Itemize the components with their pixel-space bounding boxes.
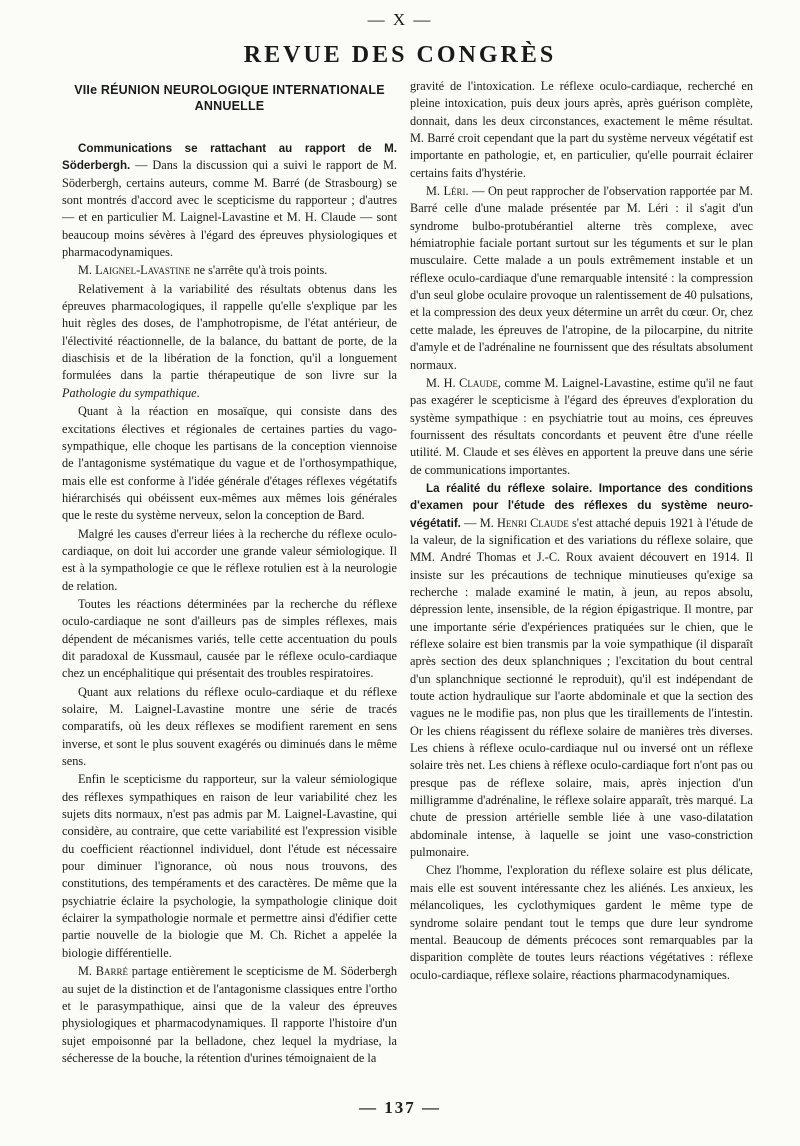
paragraph-text: Relativement à la variabilité des résultats obtenus dans les épreuves pharmacologiques, il rappelle qu'elle s'explique par les huit règles des doses, de l'amphotropisme, de l'état antérieur, de l'électivité réactionnelle, de la balance, du battant de porte, de la diaschisis et de la libération de la fonction, qu'il a longuement formulées dans la partie thérapeutique de son livre sur la [62,281,397,383]
paragraph [62,140,397,261]
paragraph: Enfin le scepticisme du rapporteur, sur la valeur sémiologique des réflexes sympathiques en raison de leur variabilité chez les sujets dits normaux, n'est pas admis par M. Laignel-Lavastine, qui considère, au contraire, que cette variabilité est l'expression visible du coefficient réactionnel individuel, dont l'étude est nécessaire pour diminuer l'ignorance, où nous nous trouvons, des constitutions, des tempéraments et des caractères. De même que la psychiatrie éclaire la psychologie, la sympathologie clinique doit éclairer la sympathologie normale et permettre ainsi d'édifier cette partie nouvelle de la biologie que M. Ch. Richet a appelée la biologie différentielle. [62,772,397,960]
author-name: M. Laignel-Lavastine [78,263,191,278]
book-title: Pathologie du sympathique [62,385,197,400]
author-name: M. Barré [78,964,128,979]
left-column [62,80,397,1067]
paragraph-text: — Dans la discussion qui a suivi le rapport de M. Söderbergh, certains auteurs, comme M. Barré (de Strasbourg) se sont montrés d'accord avec le scepticisme du rapporteur ; d'autres — et en particulier M. Laignel-Lavastine et M. H. Claude — sont beaucoup moins sévères à l'égard des épreuves physiologiques et pharmacodynamiques. [62,158,397,260]
paragraph-text: , comme M. Laignel-Lavastine, estime qu'il ne faut pas exagérer le scepticisme à l'égard des épreuves d'exploration du système sympathique : en psychiatrie tout au moins, ces épreuves fournissent des résultats concordants et peuvent être d'une réelle utilité. M. Claude et ses élèves en apportent la preuve dans une série de communications importantes. [410,375,753,477]
paragraph [62,963,397,1067]
paragraph [62,281,397,402]
paragraph: Quant aux relations du réflexe oculo-cardiaque et du réflexe solaire, M. Laignel-Lavastine montre une série de tracés comparatifs, où les deux réflexes se modifient rarement en sens inverse, et sont le plus souvent exagérés ou diminués dans le même sens. [62,684,397,769]
runin-heading: Communications se rattachant au rapport de M. Söderbergh. [62,142,397,173]
page-number: — 137 — [359,1098,441,1117]
section-folio: — X — [367,10,433,29]
paragraph [410,480,753,862]
author-name: M. Léri. [426,184,469,199]
paragraph [62,262,397,279]
paragraph-text: ne s'arrête qu'à trois points. [190,263,328,278]
running-title: REVUE DES CONGRÈS [243,42,557,68]
paragraph [410,375,753,479]
paragraph: Malgré les causes d'erreur liées à la recherche du réflexe oculo-cardiaque, on doit lui accorder une grande valeur sémiologique. Il est à la sympathologie ce que le réflexe rotulien est à la neurologie de relation. [62,526,397,593]
paragraph: Toutes les réactions déterminées par la recherche du réflexe oculo-cardiaque ne sont d'ailleurs pas de simples réflexes, mais dépendent de mécanismes variés, telle cette accentuation du pouls dit paradoxal de Kussmaul, causée par le réflexe oculo-cardiaque chez un encéphalitique qui présentait des troubles respiratoires. [62,596,397,681]
author-name: Henri Claude [496,515,569,530]
section-heading: VIIe RÉUNION NEUROLOGIQUE INTERNATIONALE ANNUELLE [74,83,385,113]
paragraph-text: s'est attaché depuis 1921 à l'étude de la valeur, de la signification et des variations du réflexe solaire, que MM. André Thomas et J.-C. Roux avaient découvert en 1914. Il insiste sur les précautions de technique minutieuses qu'exige sa recherche : malade examiné le matin, à jeun, au repos absolu, dépression lente, insensible, de la région épigastrique. Il montre, par une importante série d'expériences pratiquées sur le chien, que le réflexe solaire est bien transmis par la voie sympathique (il disparaît après section des deux splanchniques ; l'excitation du bout central d'un splanchnique sectionné le reproduit), qu'il est indépendant de toute action hydraulique sur l'aorte abdominale et que la section des vagues ne le modifie pas, non plus que les tiraillements de l'intestin. Or les chiens réagissent du réflexe solaire de manières très diverses. Les chiens à réflexe oculo-cardiaque nul ou inversé ont un réflexe solaire très net. Les chiens à réflexe oculo-cardiaque fort n'ont pas ou presque pas de réflexe solaire, mais, après injection d'un milligramme d'adrénaline, le réflexe solaire apparaît, très marqué. La chute de pression artérielle semble liée à une vaso-dilatation abdominale intense, à laquelle se joint une vaso-constriction pulmonaire. [410,515,753,860]
paragraph: gravité de l'intoxication. Le réflexe oculo-cardiaque, recherché en pleine intoxication, puis deux jours après, après guérison complète, donnait, dans les deux circonstances, exactement le même résultat. M. Barré croit cependant que la part du système nerveux végétatif est importante en pathologie, et, en particulier, qu'elle pourrait éclairer certains faits d'hystérie. [410,79,753,180]
paragraph: Quant à la réaction en mosaïque, qui consiste dans des excitations électives et régionales de certaines parties du vago-sympathique, elle choque les partisans de la conception viennoise de l'antagonisme systématique du vague et de l'orthosympathique, mais elle est conforme à l'idée générale d'étages réflexes végétatifs hiérarchisés qui obéissent eux-mêmes aux mêmes lois générales que le reste du système nerveux, selon la conception de Bard. [62,404,397,523]
author-name: M. H. Claude [426,375,498,390]
paragraph-text: . [196,385,200,400]
paragraph [410,183,753,374]
paragraph-text: — M. [460,515,497,530]
paragraph: Chez l'homme, l'exploration du réflexe solaire est plus délicate, mais elle est souvent intéressante chez les aliénés. Les anxieux, les mélancoliques, les cyclothymiques gardent le même type de syndrome solaire pendant tout le temps que dure leur syndrome mental. Beaucoup de déments précoces sont remarquables par la disparition complète de toutes leurs réactions végétatives : réflexe oculo-cardiaque, réflexe solaire, réactions pharmacodynamiques. [410,863,753,982]
runin-heading: La réalité du réflexe solaire. Importance des conditions d'examen pour l'étude des réflexes du système neuro-végétatif. [410,481,753,530]
paragraph-text: — On peut rapprocher de l'observation rapportée par M. Barré celle d'une malade présentée par M. Léri : il s'agit d'un syndrome bulbo-protubérantiel alterne très complexe, avec hémiatrophie faciale portant surtout sur les téguments et sur le plan musculaire. Cette malade a un pouls extrêmement instable et un réflexe oculo-cardiaque d'une remarquable intensité : la compression d'un seul globe oculaire provoque un ralentissement de 40 pulsations, et la compression des deux yeux détermine un arrêt du cœur. Or, chez cette malade, les épreuves de l'atropine, de la pilocarpine, du nitrite d'amyle et de l'adrénaline ne fournissent que des résultats absolument normaux. [410,184,753,372]
right-column [410,78,753,984]
paragraph-text: partage entièrement le scepticisme de M. Söderbergh au sujet de la distinction et de l'antagonisme classiques entre l'ortho et le parasympathique, ainsi que de la valeur des épreuves physiologiques et pharmacodynamiques. Il rapporte l'histoire d'un sujet empoisonné par la belladone, chez lequel la mydriase, la sécheresse de la bouche, la rétention d'urines témoignaient de la [62,964,397,1065]
